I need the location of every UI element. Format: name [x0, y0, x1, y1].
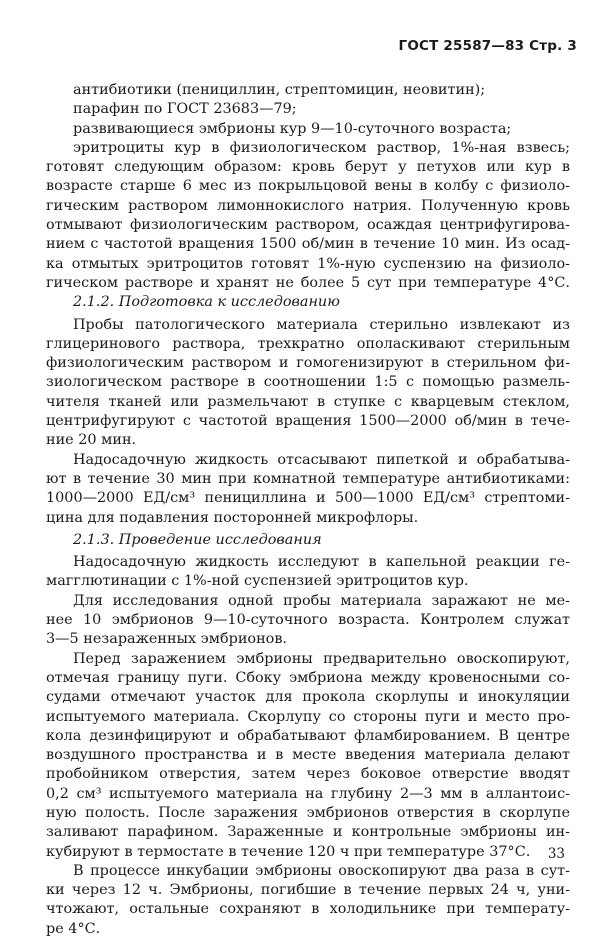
text-line: Надосадочную жидкость исследуют в капельной реакции ге- — [73, 554, 570, 571]
text-line: физиологическим раствором и гомогенизируют в стерильном фи- — [46, 355, 570, 372]
text-line: ка отмытых эритроцитов готовят 1%-ную суспензию на физиоло- — [46, 255, 570, 272]
text-line: Перед заражением эмбрионы предварительно овоскопируют, — [73, 650, 570, 667]
text-line: кола дезинфицируют и обрабатывают фламбированием. В центре — [46, 727, 570, 744]
text-line: 3—5 незараженных эмбрионов. — [46, 631, 288, 648]
text-line: чителя тканей или размельчают в ступке с кварцевым стеклом, — [46, 393, 570, 410]
page-number: 33 — [547, 846, 565, 862]
text-line: возрасте старше 6 мес из покрыльцовой вены в колбу с физиоло- — [46, 178, 570, 195]
text-line: 1000—2000 ЕД/см³ пенициллина и 500—1000 ЕД/см³ стрептоми- — [46, 490, 570, 507]
text-line: Пробы патологического материала стерильно извлекают из — [73, 316, 570, 333]
text-line: кубируют в термостате в течение 120 ч при температуре 37°С. — [46, 843, 531, 860]
text-line: испытуемого материала. Скорлупу со стороны пуги и место про- — [46, 708, 570, 725]
text-line: ют в течение 30 мин при комнатной температуре антибиотиками: — [46, 470, 570, 487]
text-line: зиологическом растворе в соотношении 1:5 с помощью размель- — [46, 374, 570, 391]
text-line: ре 4°С. — [46, 920, 101, 937]
text-line: пробойником отверстия, затем через боковое отверстие вводят — [46, 766, 570, 783]
text-line: эритроциты кур в физиологическом раствор, 1%-ная взвесь; — [73, 139, 570, 156]
text-line: 0,2 см³ испытуемого материала на глубину 2—3 мм в аллантоис- — [46, 785, 570, 802]
page-header: ГОСТ 25587—83 Стр. 3 — [398, 38, 577, 54]
text-line: Для исследования одной пробы материала заражают не ме- — [73, 592, 570, 609]
text-line: отмечая границу пуги. Сбоку эмбриона между кровеносными со- — [46, 669, 570, 686]
text-line: ние 20 мин. — [46, 432, 137, 449]
text-line: чтожают, остальные сохраняют в холодильнике при температу- — [46, 901, 570, 918]
text-line: ки через 12 ч. Эмбрионы, погибшие в течение первых 24 ч, уни- — [46, 882, 570, 899]
text-line: нее 10 эмбрионов 9—10-суточного возраста. Контролем служат — [46, 612, 570, 629]
text-line: ную полость. После заражения эмбрионов отверстия в скорлупе — [46, 804, 570, 821]
text-line: парафин по ГОСТ 23683—79; — [73, 101, 297, 118]
body-text — [46, 81, 570, 939]
text-line: гическим раствором лимоннокислого натрия. Полученную кровь — [46, 197, 570, 214]
text-line: глицеринового раствора, трехкратно ополаскивают стерильным — [46, 335, 570, 352]
text-line: судами отмечают участок для прокола скорлупы и инокуляции — [46, 689, 570, 706]
section-heading: 2.1.2. Подготовка к исследованию — [73, 294, 340, 311]
text-line: заливают парафином. Зараженные и контрольные эмбрионы ин- — [46, 824, 570, 841]
text-line: нием с частотой вращения 1500 об/мин в течение 10 мин. Из осад- — [46, 236, 570, 253]
text-line: антибиотики (пенициллин, стрептомицин, неовитин); — [73, 82, 486, 98]
text-line: цина для подавления посторонней микрофлоры. — [46, 509, 419, 526]
text-line: Надосадочную жидкость отсасывают пипеткой и обрабатыва- — [73, 451, 570, 468]
text-line: воздушного пространства и в месте введения материала делают — [46, 747, 570, 764]
text-line: центрифугируют с частотой вращения 1500—2000 об/мин в тече- — [46, 413, 570, 430]
text-line: магглютинации с 1%-ной суспензией эритроцитов кур. — [46, 573, 469, 590]
text-line: готовят следующим образом: кровь берут у петухов или кур в — [46, 159, 570, 176]
section-heading: 2.1.3. Проведение исследования — [73, 531, 322, 548]
text-line: гическом растворе и хранят не более 5 сут при температуре 4°С. — [46, 274, 570, 291]
text-line: отмывают физиологическим раствором, осаждая центрифугирова- — [46, 217, 570, 234]
text-line: развивающиеся эмбрионы кур 9—10-суточного возраста; — [73, 120, 512, 137]
text-line: В процессе инкубации эмбрионы овоскопируют два раза в сут- — [73, 862, 570, 879]
